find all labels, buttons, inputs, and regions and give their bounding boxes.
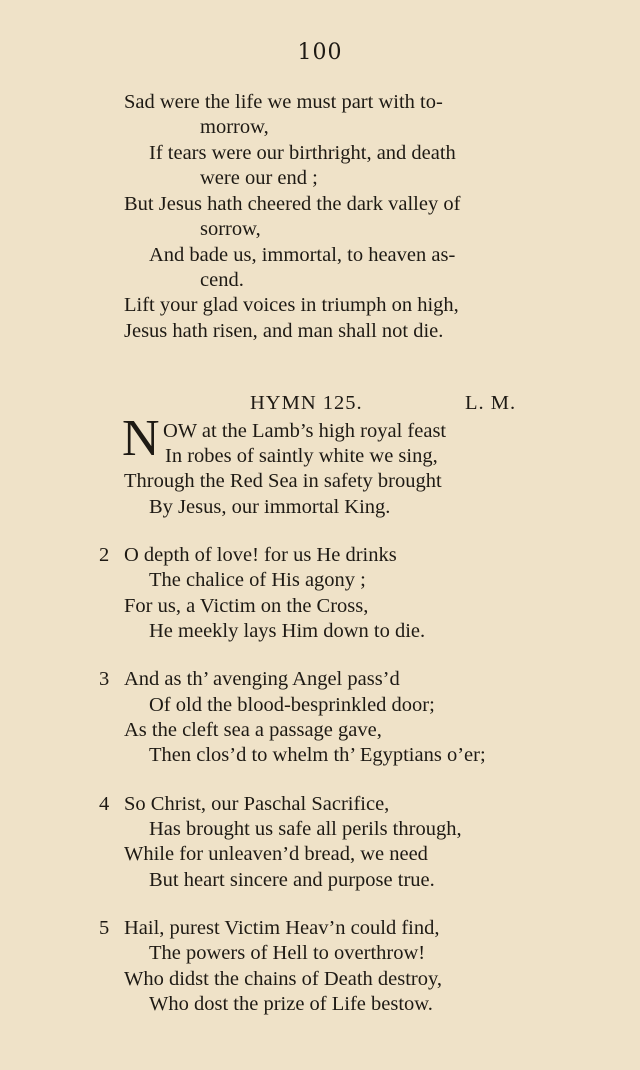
text-line: morrow,	[200, 116, 269, 138]
text-line: cend.	[200, 269, 244, 291]
text-line: sorrow,	[200, 218, 261, 240]
text-line: While for unleaven’d bread, we need	[124, 843, 428, 865]
text-line: OW at the Lamb’s high royal feast	[163, 420, 447, 442]
text-line: Jesus hath risen, and man shall not die.	[124, 320, 444, 342]
text-line: And as th’ avenging Angel pass’d	[124, 668, 400, 690]
text-line: Lift your glad voices in triumph on high,	[124, 294, 459, 316]
text-line: Of old the blood-besprinkled door;	[149, 694, 435, 716]
text-line: He meekly lays Him down to die.	[149, 620, 426, 642]
text-line: Hail, purest Victim Heav’n could find,	[124, 917, 440, 939]
verse-number: 3	[99, 668, 110, 690]
text-line: The chalice of His agony ;	[149, 569, 366, 591]
text-line: The powers of Hell to overthrow!	[149, 942, 426, 964]
text-line: But heart sincere and purpose true.	[149, 869, 435, 891]
text-line: Who didst the chains of Death destroy,	[124, 968, 443, 990]
text-line: Who dost the prize of Life bestow.	[149, 993, 433, 1015]
text-line: By Jesus, our immortal King.	[149, 496, 391, 518]
verse-number: 4	[99, 793, 110, 815]
text-line: were our end ;	[200, 167, 318, 189]
text-line: For us, a Victim on the Cross,	[124, 595, 369, 617]
text-line: But Jesus hath cheered the dark valley of	[124, 193, 461, 215]
hymn-title: HYMN 125.	[250, 392, 363, 414]
drop-cap: N	[122, 410, 160, 467]
text-line: Then clos’d to whelm th’ Egyptians o’er;	[149, 744, 486, 766]
page-number: 100	[297, 40, 343, 65]
text-line: Through the Red Sea in safety brought	[124, 470, 442, 492]
text-line: In robes of saintly white we sing,	[165, 445, 438, 467]
text-line: As the cleft sea a passage gave,	[124, 719, 382, 741]
hymn-meter: L. M.	[465, 392, 517, 414]
text-line: If tears were our birthright, and death	[149, 142, 456, 164]
text-line: Sad were the life we must part with to-	[124, 91, 443, 113]
text-line: And bade us, immortal, to heaven as-	[149, 244, 456, 266]
text-line: So Christ, our Paschal Sacrifice,	[124, 793, 390, 815]
text-line: Has brought us safe all perils through,	[149, 818, 462, 840]
text-line: O depth of love! for us He drinks	[124, 544, 397, 566]
verse-number: 5	[99, 917, 110, 939]
verse-number: 2	[99, 544, 110, 566]
